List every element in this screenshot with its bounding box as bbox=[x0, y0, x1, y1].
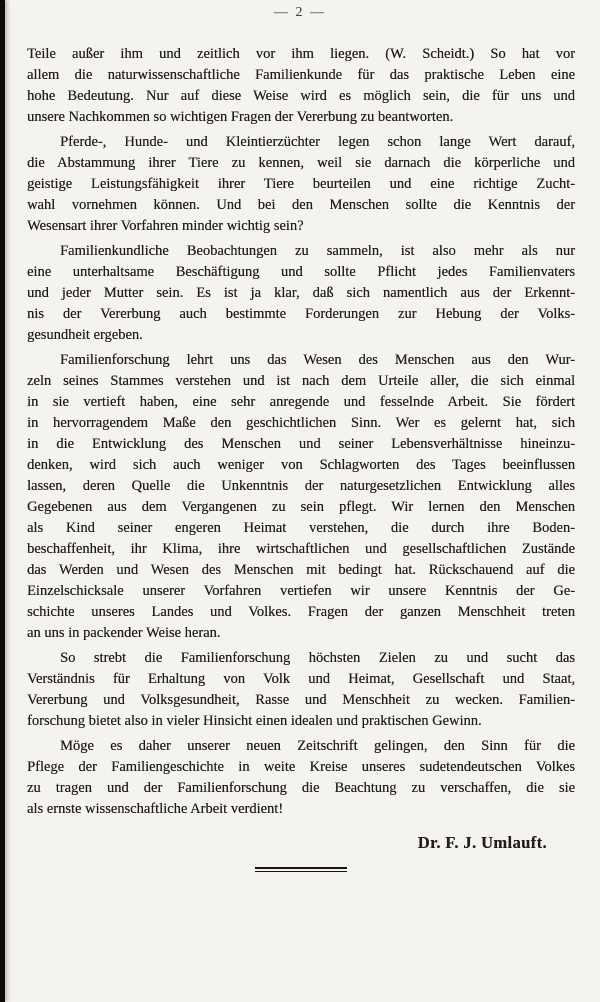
text-line: lassen, deren Quelle die Unkenntnis der naturgesetzlichen Entwicklung alles bbox=[27, 478, 575, 494]
text-line: an uns in packender Weise heran. bbox=[27, 625, 221, 641]
text-line: denken, wird sich auch weniger von Schlagworten des Tages beeinflussen bbox=[27, 457, 575, 473]
text-line: Familienkundliche Beobachtungen zu sammeln, ist also mehr als nur bbox=[60, 243, 575, 259]
text-line: als Kind seiner engeren Heimat verstehen, die durch ihre Boden- bbox=[27, 520, 575, 536]
text-line: in hervorragendem Maße den geschichtlichen Sinn. Wer es gelernt hat, sich bbox=[27, 415, 575, 431]
text-line: allem die naturwissenschaftliche Familienkunde für das praktische Leben eine bbox=[27, 67, 575, 83]
text-line: geistige Leistungsfähigkeit ihrer Tiere beurteilen und eine richtige Zucht- bbox=[27, 176, 575, 192]
text-line: Gegebenen aus dem Vergangenen zu sein pflegt. Wir lernen den Menschen bbox=[27, 499, 575, 515]
text-line: Möge es daher unserer neuen Zeitschrift gelingen, den Sinn für die bbox=[60, 738, 575, 754]
text-line: unsere Nachkommen so wichtigen Fragen der Vererbung zu beantworten. bbox=[27, 109, 454, 125]
scan-binding-edge bbox=[0, 0, 5, 1002]
text-line: So strebt die Familienforschung höchsten Zielen zu und sucht das bbox=[60, 650, 575, 666]
text-line: die Abstammung ihrer Tiere zu kennen, weil sie darnach die körperliche und bbox=[27, 155, 575, 171]
text-line: forschung bietet also in vieler Hinsicht einen idealen und praktischen Gewinn. bbox=[27, 713, 482, 729]
end-divider-rule bbox=[255, 867, 347, 872]
text-line: Teile außer ihm und zeitlich vor ihm liegen. (W. Scheidt.) So hat vor bbox=[27, 46, 575, 62]
text-line: Pflege der Familiengeschichte in weite Kreise unseres sudetendeutschen Volkes bbox=[27, 759, 575, 775]
text-line: in sie vertieft haben, eine sehr anregende und fesselnde Arbeit. Sie fördert bbox=[27, 394, 575, 410]
text-block bbox=[27, 40, 575, 872]
text-line: zu tragen und der Familienforschung die Beachtung zu verschaffen, die sie bbox=[27, 780, 575, 796]
text-line: das Werden und Wesen des Menschen mit bedingt hat. Rückschauend auf die bbox=[27, 562, 575, 578]
author-signature: Dr. F. J. Umlauft. bbox=[417, 833, 547, 852]
page-number: — 2 — bbox=[274, 5, 326, 20]
text-line: Wesensart ihrer Vorfahren minder wichtig sein? bbox=[27, 218, 304, 234]
text-line: wahl vornehmen können. Und bei den Menschen sollte die Kenntnis der bbox=[27, 197, 575, 213]
text-line: als ernste wissenschaftliche Arbeit verdient! bbox=[27, 801, 284, 817]
text-line: in die Entwicklung des Menschen und seiner Lebensverhältnisse hineinzu- bbox=[27, 436, 575, 452]
text-line: schichte unseres Landes und Volkes. Fragen der ganzen Menschheit treten bbox=[27, 604, 575, 620]
text-line: und jeder Mutter sein. Es ist ja klar, daß sich namentlich aus der Erkennt- bbox=[27, 285, 575, 301]
text-line: hohe Bedeutung. Nur auf diese Weise wird es möglich sein, die für uns und bbox=[27, 88, 575, 104]
text-line: gesundheit ergeben. bbox=[27, 327, 143, 343]
text-line: beschaffenheit, ihr Klima, ihre wirtschaftlichen und gesellschaftlichen Zustände bbox=[27, 541, 575, 557]
text-line: Vererbung und Volksgesundheit, Rasse und Menschheit zu wecken. Familien- bbox=[27, 692, 575, 708]
text-line: Pferde-, Hunde- und Kleintierzüchter legen schon lange Wert darauf, bbox=[60, 134, 575, 150]
text-line: zeln seines Stammes verstehen und ist nach dem Urteile aller, die sich einmal bbox=[27, 373, 575, 389]
text-line: Familienforschung lehrt uns das Wesen des Menschen aus den Wur- bbox=[60, 352, 575, 368]
text-line: Verständnis für Erhaltung von Volk und Heimat, Gesellschaft und Staat, bbox=[27, 671, 575, 687]
text-line: eine unterhaltsame Beschäftigung und sollte Pflicht jedes Familienvaters bbox=[27, 264, 575, 280]
text-line: nis der Vererbung auch bestimmte Forderungen zur Hebung der Volks- bbox=[27, 306, 575, 322]
text-line: Einzelschicksale unserer Vorfahren vertiefen wir unsere Kenntnis der Ge- bbox=[27, 583, 575, 599]
